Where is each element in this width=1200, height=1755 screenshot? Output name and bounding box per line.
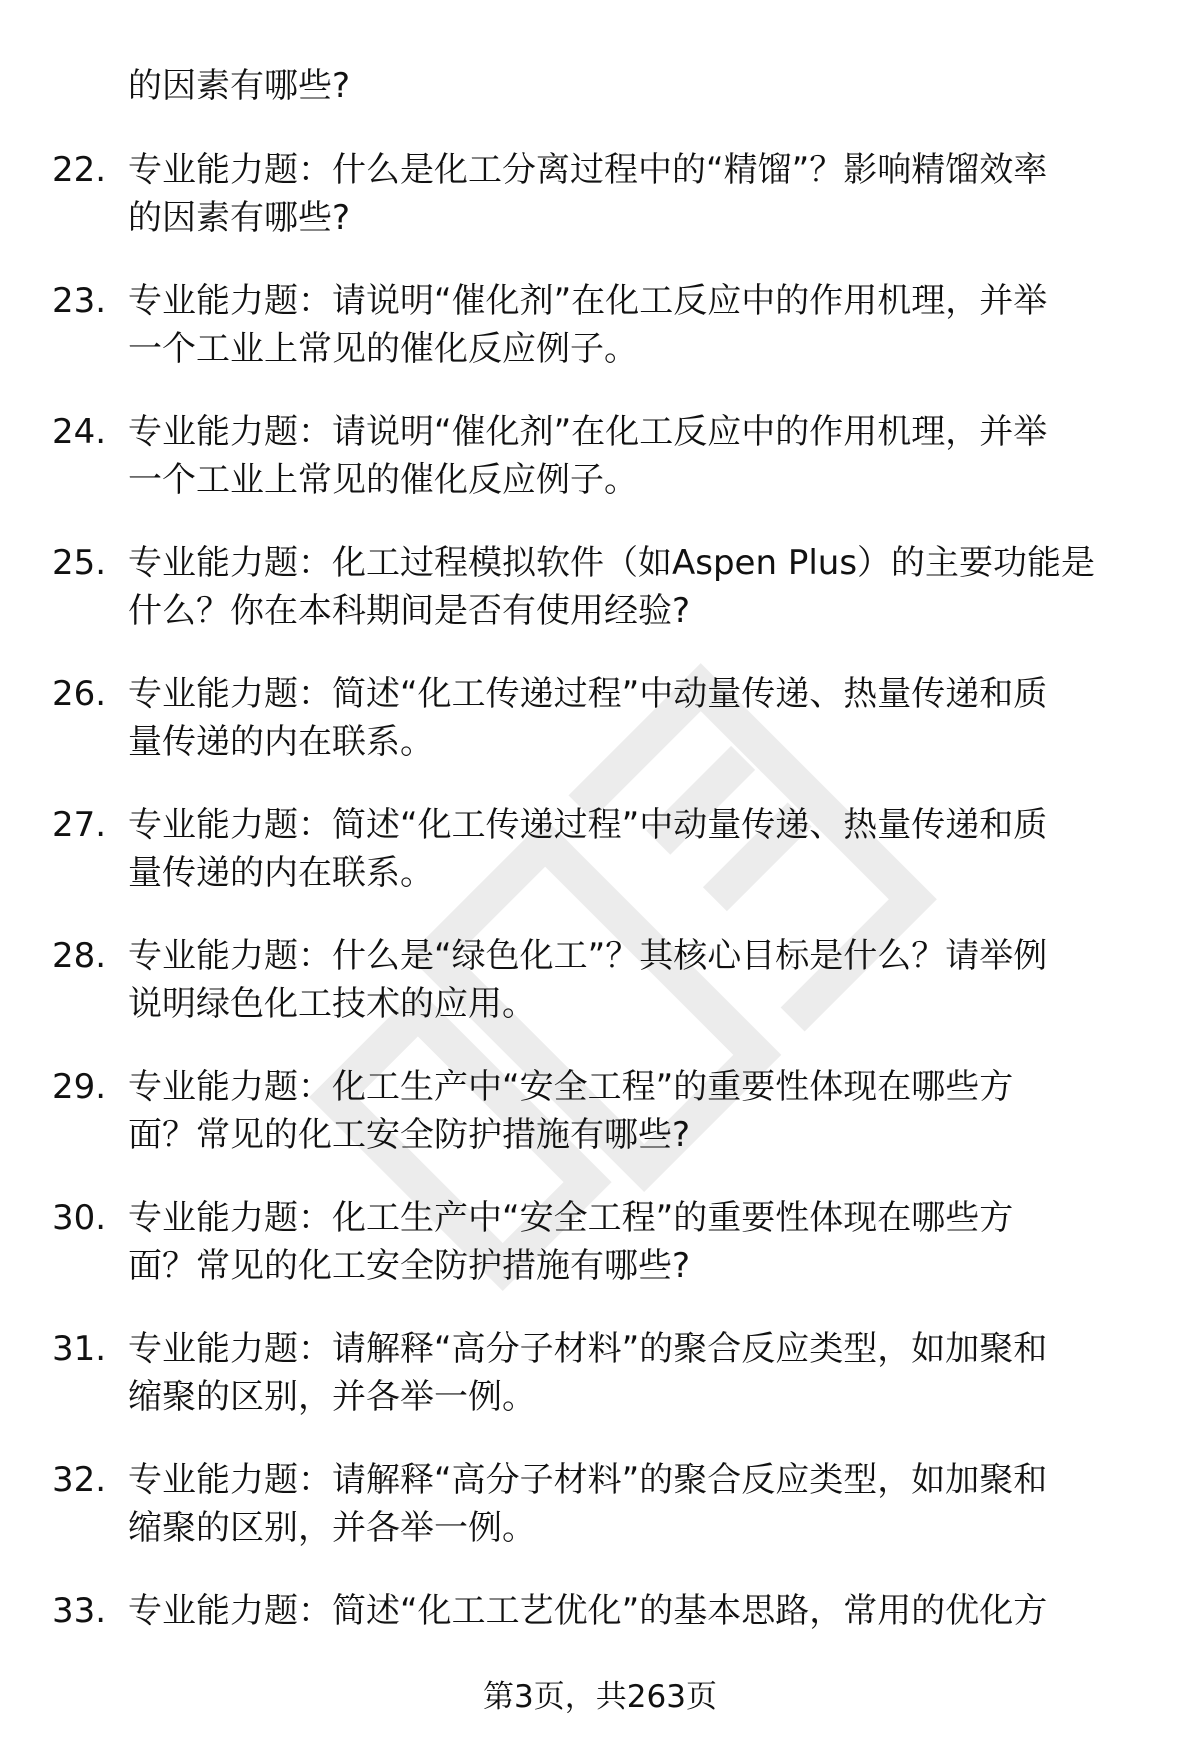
question-text-line: 专业能力题：请说明“催化剂”在化工反应中的作用机理，并举 [128,412,1048,452]
question-number: 23. [52,281,107,321]
question-text-line: 的因素有哪些? [128,198,351,238]
question-list [0,146,1200,1718]
question-text-line: 说明绿色化工技术的应用。 [128,984,536,1024]
question-number: 25. [52,543,107,583]
question-text-line: 专业能力题：什么是化工分离过程中的“精馏”？影响精馏效率 [128,150,1048,190]
question-item [0,932,1200,1063]
question-text-line: 专业能力题：简述“化工传递过程”中动量传递、热量传递和质 [128,674,1048,714]
page-footer: 第3页，共263页 [483,1679,717,1715]
question-number: 22. [52,150,107,190]
question-text-line: 一个工业上常见的催化反应例子。 [128,460,638,500]
question-text-line: 量传递的内在联系。 [128,722,434,762]
question-number: 27. [52,805,107,845]
question-item [0,801,1200,932]
question-item [0,1325,1200,1456]
question-text-line: 量传递的内在联系。 [128,853,434,893]
question-item [0,539,1200,670]
question-item [0,146,1200,277]
question-number: 33. [52,1591,107,1631]
question-number: 32. [52,1460,107,1500]
question-number: 28. [52,936,107,976]
question-number: 30. [52,1198,107,1238]
question-text-line: 一个工业上常见的催化反应例子。 [128,329,638,369]
question-text-line: 专业能力题：化工生产中“安全工程”的重要性体现在哪些方 [128,1198,1014,1238]
question-number: 31. [52,1329,107,1369]
question-text-line: 什么？你在本科期间是否有使用经验? [128,591,691,631]
question-text-line: 面？常见的化工安全防护措施有哪些? [128,1246,691,1286]
question-text-line: 专业能力题：请解释“高分子材料”的聚合反应类型，如加聚和 [128,1460,1048,1500]
question-text-line: 专业能力题：什么是“绿色化工”？其核心目标是什么？请举例 [128,936,1048,976]
question-item [0,277,1200,408]
continued-question-text: 的因素有哪些? [128,66,351,106]
question-text-line: 专业能力题：化工生产中“安全工程”的重要性体现在哪些方 [128,1067,1014,1107]
question-text-line: 专业能力题：简述“化工工艺优化”的基本思路，常用的优化方 [128,1591,1048,1631]
question-number: 24. [52,412,107,452]
question-item [0,1063,1200,1194]
question-item [0,670,1200,801]
question-item [0,1456,1200,1587]
question-item [0,408,1200,539]
question-text-line: 专业能力题：简述“化工传递过程”中动量传递、热量传递和质 [128,805,1048,845]
question-text-line: 专业能力题：化工过程模拟软件（如Aspen Plus）的主要功能是 [128,543,1096,583]
question-item [0,1194,1200,1325]
question-text-line: 缩聚的区别，并各举一例。 [128,1377,536,1417]
question-text-line: 专业能力题：请解释“高分子材料”的聚合反应类型，如加聚和 [128,1329,1048,1369]
question-text-line: 专业能力题：请说明“催化剂”在化工反应中的作用机理，并举 [128,281,1048,321]
question-number: 29. [52,1067,107,1107]
question-number: 26. [52,674,107,714]
question-text-line: 缩聚的区别，并各举一例。 [128,1508,536,1548]
question-text-line: 面？常见的化工安全防护措施有哪些? [128,1115,691,1155]
